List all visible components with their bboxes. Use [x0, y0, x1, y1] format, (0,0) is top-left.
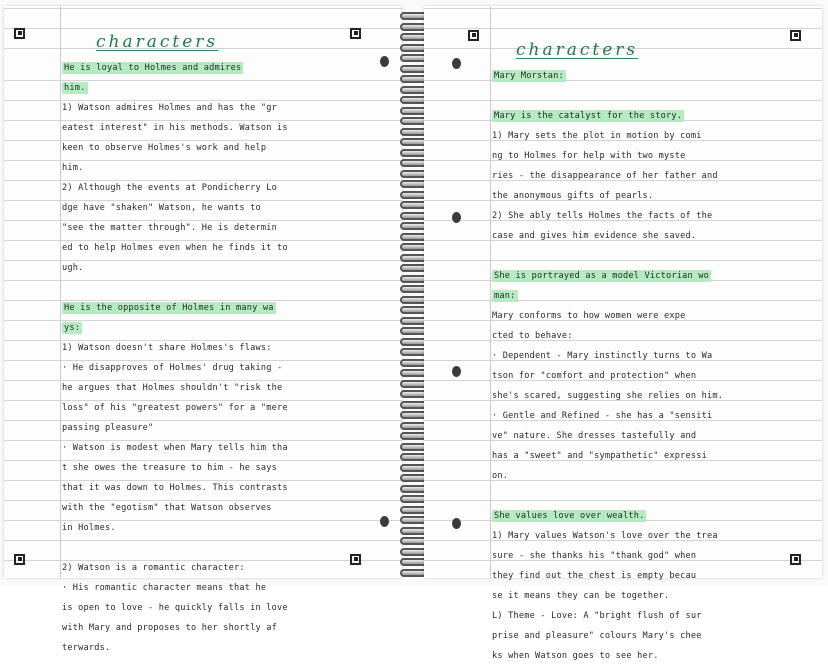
notes-text [492, 66, 818, 666]
note-line [62, 438, 397, 458]
line-text: · Watson is modest when Mary tells him tha [62, 443, 288, 453]
note-line [492, 266, 818, 286]
line-text: that it was down to Holmes. This contrasts [62, 483, 288, 493]
note-line [492, 146, 818, 166]
line-text: 1) Watson admires Holmes and has the "gr [62, 103, 277, 113]
line-text: ries - the disappearance of her father and [492, 171, 718, 181]
note-line [62, 598, 397, 618]
note-line [62, 578, 397, 598]
note-line [492, 206, 818, 226]
page-title: characters [516, 40, 639, 60]
note-line [492, 346, 818, 366]
line-text: with the "egotism" that Watson observes [62, 503, 272, 513]
note-line [62, 238, 397, 258]
line-text: sure - she thanks his "thank god" when [492, 551, 697, 561]
right-page [424, 6, 822, 661]
line-text: they find out the chest is empty becau [492, 571, 697, 581]
note-line [492, 566, 818, 586]
notes-text [62, 58, 397, 658]
note-line [492, 546, 818, 566]
line-text: 2) Although the events at Pondicherry Lo [62, 183, 277, 193]
line-text: passing pleasure" [62, 423, 154, 433]
note-line [492, 286, 818, 306]
page-marker-icon [14, 554, 25, 565]
note-line [62, 518, 397, 538]
line-text: eatest interest" in his methods. Watson is [62, 123, 288, 133]
line-text: ng to Holmes for help with two myste [492, 151, 686, 161]
highlighted-text: He is loyal to Holmes and admires [64, 63, 242, 73]
note-line [492, 166, 818, 186]
line-text: the anonymous gifts of pearls. [492, 191, 654, 201]
note-line [62, 618, 397, 638]
line-text: ks when Watson goes to see her. [492, 651, 659, 661]
note-line [62, 358, 397, 378]
highlighted-text: He is the opposite of Holmes in many wa [64, 303, 274, 313]
note-line [62, 118, 397, 138]
line-text: case and gives him evidence she saved. [492, 231, 697, 241]
line-text: t she owes the treasure to him - he says [62, 463, 277, 473]
note-line [62, 638, 397, 658]
highlighted-text: She is portrayed as a model Victorian wo [494, 271, 709, 281]
line-text: ve" nature. She dresses tastefully and [492, 431, 697, 441]
line-text: dge have "shaken" Watson, he wants to [62, 203, 261, 213]
note-line [492, 526, 818, 546]
line-text: 2) Watson is a romantic character: [62, 563, 245, 573]
note-line [492, 446, 818, 466]
note-line [492, 586, 818, 606]
note-line [492, 406, 818, 426]
punch-hole [452, 212, 461, 223]
note-line [492, 466, 818, 486]
line-text: Mary conforms to how women were expe [492, 311, 686, 321]
note-line [492, 226, 818, 246]
line-text: · He disapproves of Holmes' drug taking - [62, 363, 283, 373]
page-marker-icon [790, 30, 801, 41]
note-line [62, 498, 397, 518]
note-line [62, 318, 397, 338]
line-text: · Gentle and Refined - she has a "sensiti [492, 411, 713, 421]
note-line [492, 506, 818, 526]
note-line [62, 178, 397, 198]
note-line [62, 138, 397, 158]
note-line [62, 58, 397, 78]
note-line [492, 246, 818, 266]
line-text: loss" of his "greatest powers" for a "mere [62, 403, 288, 413]
note-line [62, 458, 397, 478]
note-line [492, 386, 818, 406]
line-text: has a "sweet" and "sympathetic" expressi [492, 451, 707, 461]
note-line [492, 326, 818, 346]
line-text: "see the matter through". He is determin [62, 223, 277, 233]
line-text: on. [492, 471, 509, 481]
line-text: in Holmes. [62, 523, 116, 533]
margin-line [60, 6, 61, 578]
line-text: keen to observe Holmes's work and help [62, 143, 267, 153]
note-line [62, 78, 397, 98]
left-page [4, 6, 402, 653]
line-text: 1) Mary sets the plot in motion by comi [492, 131, 702, 141]
highlighted-text: Mary Morstan: [494, 71, 564, 81]
line-text: ugh. [62, 263, 84, 273]
line-text: 2) She ably tells Holmes the facts of the [492, 211, 713, 221]
note-line [62, 98, 397, 118]
note-line [62, 218, 397, 238]
note-line [492, 66, 818, 86]
line-text: him. [62, 163, 84, 173]
note-line [62, 398, 397, 418]
note-line [492, 426, 818, 446]
note-line [492, 646, 818, 666]
note-line [62, 558, 397, 578]
note-line [492, 606, 818, 626]
punch-hole [452, 518, 461, 529]
margin-line [490, 6, 491, 578]
note-line [492, 486, 818, 506]
highlighted-text: Mary is the catalyst for the story. [494, 111, 683, 121]
highlighted-text: ys: [64, 323, 81, 333]
note-line [62, 298, 397, 318]
punch-hole [452, 366, 461, 377]
note-line [62, 158, 397, 178]
highlighted-text: man: [494, 291, 516, 301]
note-line [62, 418, 397, 438]
note-line [492, 626, 818, 646]
line-text: she's scared, suggesting she relies on him. [492, 391, 724, 401]
page-marker-icon [14, 28, 25, 39]
page-marker-icon [350, 28, 361, 39]
note-line [492, 186, 818, 206]
note-line [492, 126, 818, 146]
highlighted-text: him. [64, 83, 86, 93]
highlighted-text: She values love over wealth. [494, 511, 645, 521]
line-text: 1) Watson doesn't share Holmes's flaws: [62, 343, 272, 353]
note-line [62, 378, 397, 398]
note-line [492, 306, 818, 326]
line-text: 1) Mary values Watson's love over the trea [492, 531, 718, 541]
punch-hole [452, 58, 461, 69]
line-text: se it means they can be together. [492, 591, 670, 601]
line-text: ed to help Holmes even when he finds it to [62, 243, 288, 253]
line-text: · His romantic character means that he [62, 583, 267, 593]
line-text: tson for "comfort and protection" when [492, 371, 697, 381]
line-text: is open to love - he quickly falls in love [62, 603, 288, 613]
line-text: · Dependent - Mary instinctly turns to Wa [492, 351, 713, 361]
note-line [62, 278, 397, 298]
note-line [492, 366, 818, 386]
note-line [62, 258, 397, 278]
note-line [62, 198, 397, 218]
note-line [492, 86, 818, 106]
note-line [492, 106, 818, 126]
line-text: prise and pleasure" colours Mary's chee [492, 631, 702, 641]
note-line [62, 338, 397, 358]
page-title: characters [96, 32, 219, 52]
line-text: cted to behave: [492, 331, 573, 341]
line-text: L) Theme - Love: A "bright flush of sur [492, 611, 702, 621]
line-text: with Mary and proposes to her shortly af [62, 623, 277, 633]
line-text: terwards. [62, 643, 111, 653]
note-line [62, 478, 397, 498]
line-text: he argues that Holmes shouldn't "risk the [62, 383, 283, 393]
page-marker-icon [468, 30, 479, 41]
note-line [62, 538, 397, 558]
